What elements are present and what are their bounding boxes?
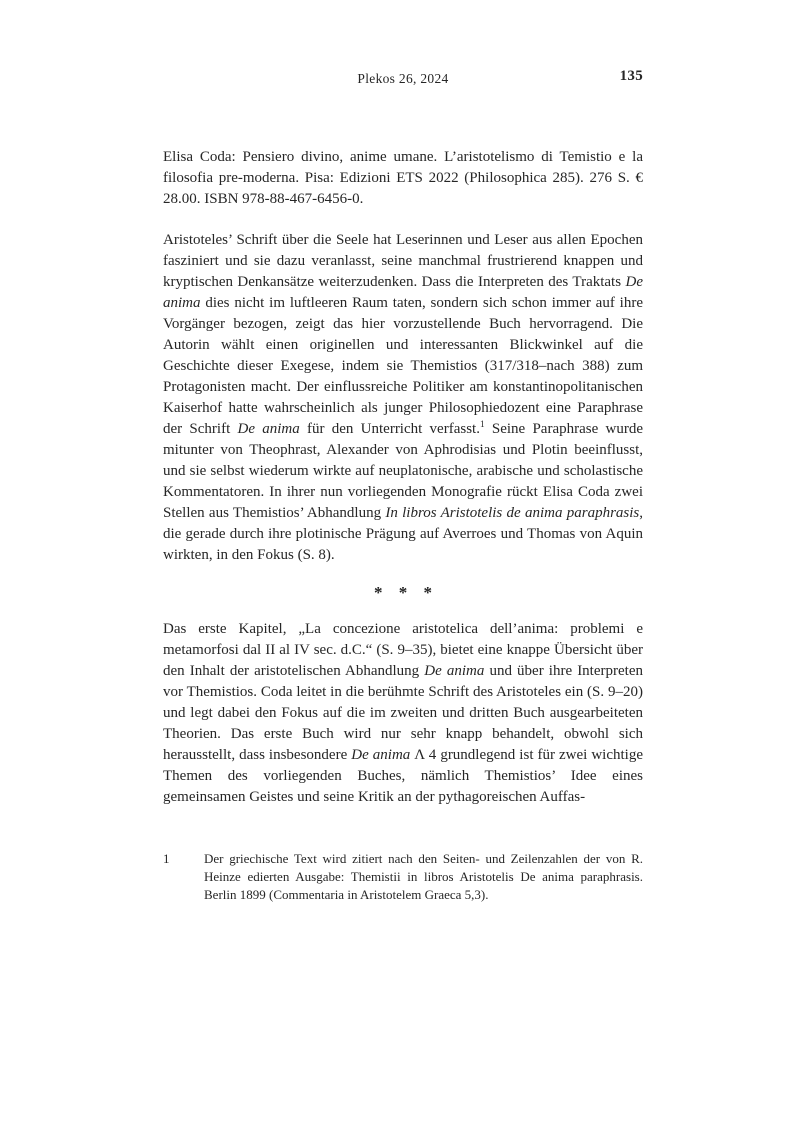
- paragraph-1: Aristoteles’ Schrift über die Seele hat Leserinnen und Leser aus allen Epochen fasziniert und sie dazu veranlasst, seine manchmal frustrierend knappen und kryptischen Denkansätze weiterzudenken. Dass die Interpreten des Traktats De anima dies nicht im luftleeren Raum taten, sondern sich schon immer auf ihre Vorgänger bezogen, zeigt das hier vorzustellende Buch hervorragend. Die Autorin wählt einen originellen und interessanten Blickwinkel auf die Geschichte dieser Exegese, indem sie Themistios (317/318–nach 388) zum Protagonisten macht. Der einflussreiche Politiker am konstantinopolitanischen Kaiserhof hatte wahrscheinlich als junger Philosophiedozent eine Paraphrase der Schrift De anima für den Unterricht verfasst.$^1$ Seine Paraphrase wurde mitunter von Theophrast, Alexander von Aphrodisias und Plotin beeinflusst, und sie selbst wiederum wirkte auf neuplatonische, arabische und scholastische Kommentatoren. In ihrer nun vorliegenden Monografie rückt Elisa Coda zwei Stellen aus Themistios’ Abhandlung In libros Aristotelis de anima paraphrasis, die gerade durch ihre plotinische Prägung auf Averroes und Thomas von Aquin wirkten, in den Fokus (S. 8).: [163, 232, 644, 563]
- section-separator: * * *: [374, 583, 438, 602]
- journal-title: Plekos 26, 2024: [357, 71, 449, 86]
- page-number: 135: [619, 68, 643, 84]
- footnote-text: Der griechische Text wird zitiert nach den Seiten- und Zeilenzahlen der von R. Heinze edierten Ausgabe: Themistii in libros Aristotelis De anima paraphrasis. Berlin 1899 (Commentaria in Aristotelem Graeca 5,3).: [204, 851, 643, 902]
- footnote: [163, 850, 643, 904]
- running-head: [163, 70, 643, 88]
- text-column: [163, 0, 643, 904]
- review-bibliographic-title: Elisa Coda: Pensiero divino, anime umane. L’aristotelismo di Temistio e la filosofia pre-moderna. Pisa: Edizioni ETS 2022 (Philosophica 285). 276 S. € 28.00. ISBN 978-88-467-6456-0.: [163, 149, 643, 207]
- footnote-number: 1: [163, 851, 170, 866]
- paragraph-2: Das erste Kapitel, „La concezione aristotelica dell’anima: problemi e metamorfosi dal II al IV sec. d.C.“ (S. 9–35), bietet eine knappe Übersicht über den Inhalt der aristotelischen Abhandlung De anima und über ihre Interpreten vor Themistios. Coda leitet in die berühmte Schrift des Aristoteles ein (S. 9–20) und legt dabei den Fokus auf die im zweiten und dritten Buch ausgearbeiteten Theorien. Das erste Buch wird nur sehr knapp behandelt, obwohl sich herausstellt, dass insbesondere De anima Λ 4 grundlegend ist für zwei wichtige Themen des vorliegenden Buches, nämlich Themistios’ Idee eines gemeinsamen Geistes und seine Kritik an der pythagoreischen Auffas-: [163, 621, 643, 805]
